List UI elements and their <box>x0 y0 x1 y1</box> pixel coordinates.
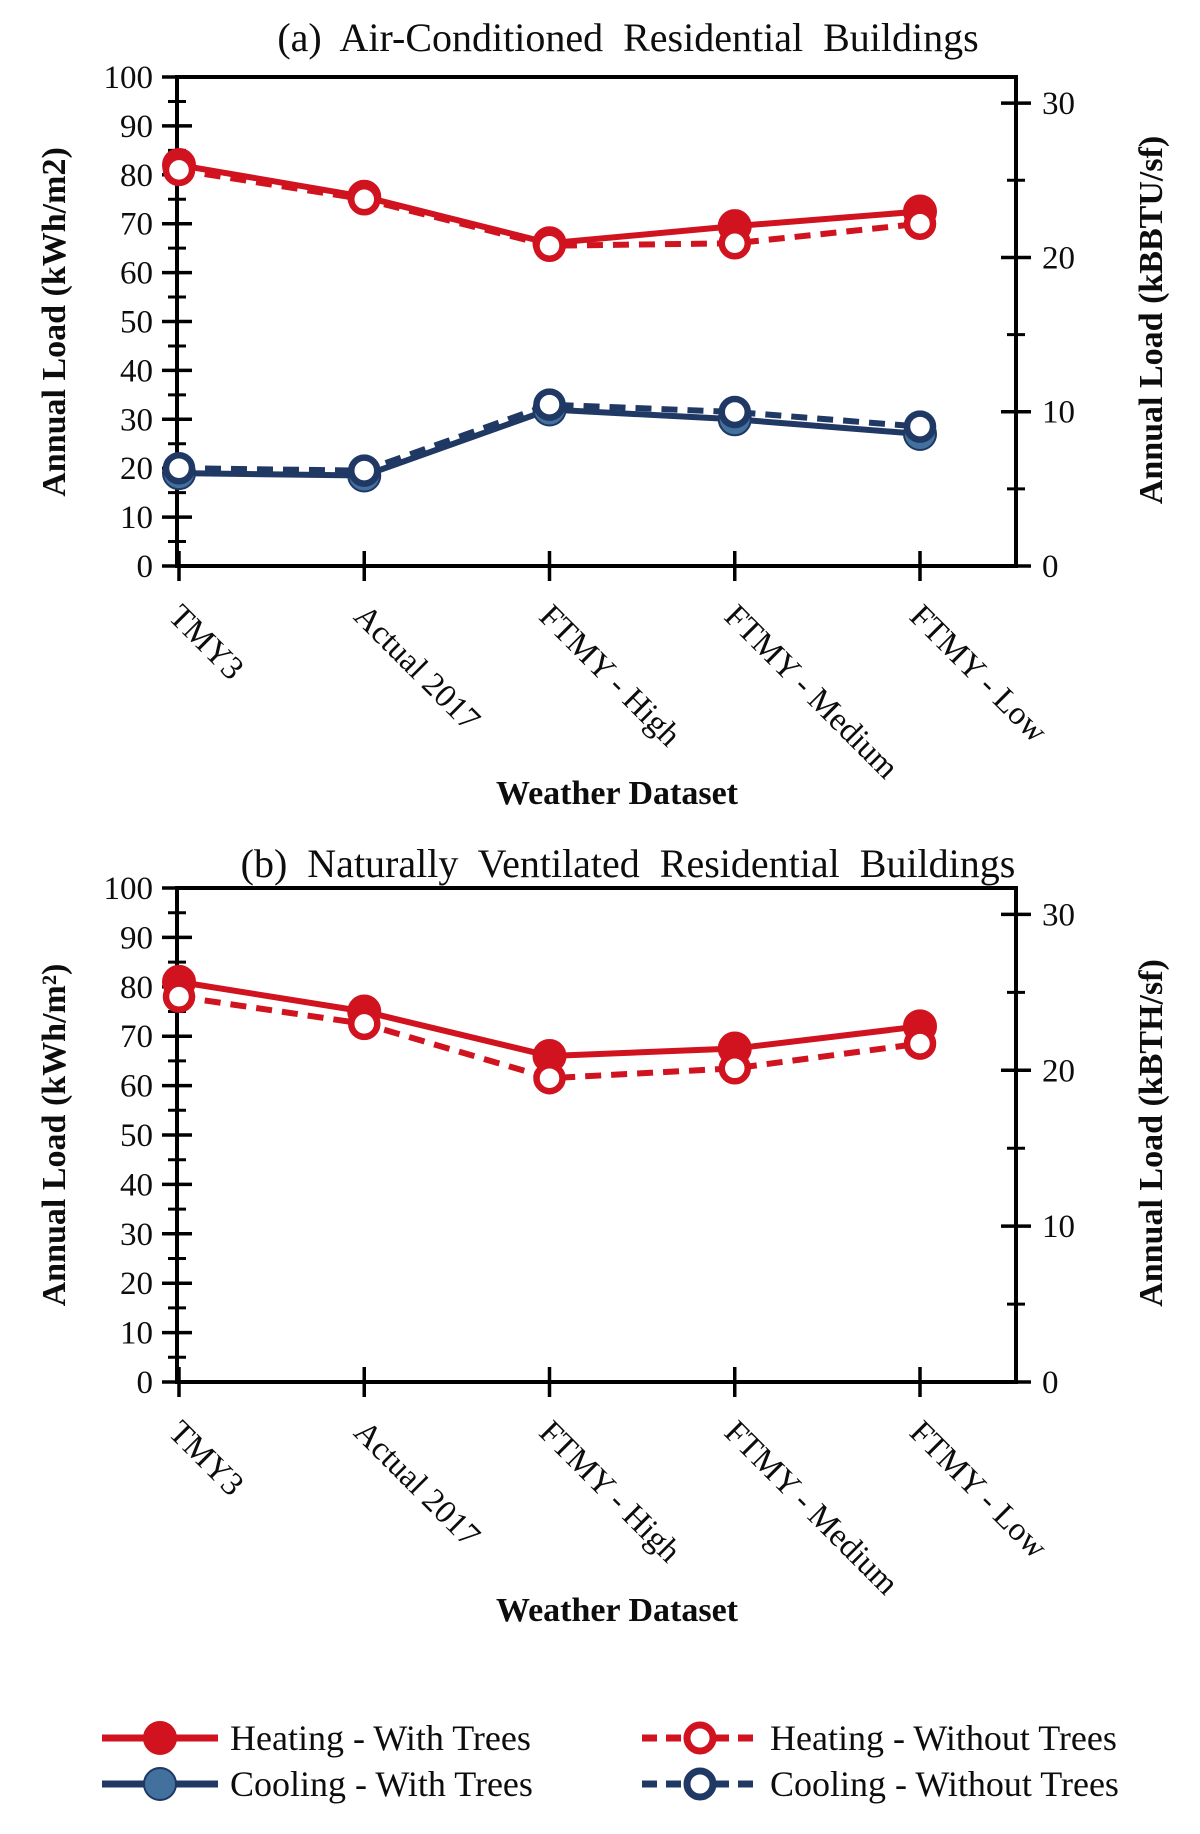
svg-text:70: 70 <box>120 206 153 243</box>
data-point <box>166 984 192 1010</box>
chart-a-right-axis-title: Annual Load (kBBTU/sf) <box>1133 135 1170 505</box>
svg-text:10: 10 <box>120 1315 153 1352</box>
data-point <box>351 1011 377 1037</box>
data-point <box>722 399 748 425</box>
data-point <box>907 211 933 237</box>
data-point <box>166 455 192 481</box>
chart-a-left-axis-title: Annual Load (kWh/m2) <box>36 147 73 497</box>
svg-text:10: 10 <box>120 500 153 537</box>
series-cooling-without-trees <box>166 392 933 484</box>
data-point <box>722 230 748 256</box>
svg-text:30: 30 <box>120 402 153 439</box>
chart-b-left-axis-title: Annual Load (kWh/m²) <box>36 963 73 1307</box>
legend-label: Cooling - Without Trees <box>770 1764 1119 1804</box>
data-point <box>351 186 377 212</box>
chart-a-x-axis-title: Weather Dataset <box>495 775 739 812</box>
svg-text:90: 90 <box>120 920 153 957</box>
data-point <box>907 414 933 440</box>
legend-label: Heating - Without Trees <box>770 1718 1117 1758</box>
svg-text:20: 20 <box>120 451 153 488</box>
svg-text:40: 40 <box>120 353 153 390</box>
svg-text:50: 50 <box>120 1118 153 1154</box>
right-axis-ticks <box>1001 897 1075 1401</box>
x-tick-label: TMY3 <box>161 1414 251 1504</box>
chart-b-title: (b) Naturally Ventilated Residential Buildings <box>240 841 1016 886</box>
svg-text:0: 0 <box>136 1365 153 1401</box>
x-tick-label: FTMY - Low <box>902 1414 1054 1566</box>
data-point <box>722 1055 748 1081</box>
x-tick-label: FTMY - High <box>531 1414 688 1570</box>
svg-text:30: 30 <box>120 1216 153 1253</box>
x-axis-ticks-and-labels <box>161 1367 1054 1602</box>
plot-frame <box>177 888 1016 1382</box>
svg-text:80: 80 <box>120 157 153 194</box>
legend-label: Heating - With Trees <box>230 1718 531 1758</box>
svg-text:20: 20 <box>1042 1053 1075 1090</box>
svg-text:10: 10 <box>1042 394 1075 431</box>
chart-b-x-axis-title: Weather Dataset <box>495 1592 739 1629</box>
chart-b-right-axis-title: Annual Load (kBTH/sf) <box>1133 959 1170 1307</box>
data-point <box>537 1065 563 1091</box>
x-tick-label: Actual 2017 <box>346 1414 487 1555</box>
series-heating-without-trees <box>166 157 933 259</box>
right-axis-ticks <box>1001 86 1075 585</box>
x-tick-label: FTMY - Low <box>902 598 1054 750</box>
svg-text:70: 70 <box>120 1019 153 1056</box>
plot-frame <box>177 77 1016 566</box>
svg-text:30: 30 <box>1042 86 1075 123</box>
svg-text:20: 20 <box>120 1266 153 1303</box>
data-point <box>166 157 192 183</box>
svg-text:20: 20 <box>1042 240 1075 277</box>
svg-text:40: 40 <box>120 1167 153 1204</box>
svg-text:60: 60 <box>120 255 153 292</box>
svg-text:50: 50 <box>120 304 153 341</box>
panel-b <box>104 871 1076 1602</box>
panel-a <box>104 60 1076 786</box>
data-point <box>537 233 563 259</box>
x-tick-label: Actual 2017 <box>346 598 487 739</box>
svg-text:100: 100 <box>103 871 153 907</box>
data-point <box>351 458 377 484</box>
svg-text:30: 30 <box>1042 897 1075 934</box>
legend-label: Cooling - With Trees <box>230 1764 533 1804</box>
svg-text:80: 80 <box>120 969 153 1006</box>
svg-text:0: 0 <box>1042 1365 1059 1401</box>
svg-text:90: 90 <box>120 108 153 145</box>
data-point <box>537 392 563 418</box>
x-tick-label: FTMY - High <box>531 598 688 754</box>
svg-text:100: 100 <box>103 60 153 96</box>
x-tick-label: TMY3 <box>161 598 251 688</box>
svg-text:10: 10 <box>1042 1209 1075 1246</box>
x-axis-ticks-and-labels <box>161 551 1054 786</box>
x-tick-label: FTMY - Medium <box>717 598 906 787</box>
svg-text:60: 60 <box>120 1068 153 1105</box>
chart-a-title: (a) Air-Conditioned Residential Buildings <box>277 15 979 60</box>
svg-text:0: 0 <box>136 549 153 585</box>
x-tick-label: FTMY - Medium <box>717 1414 906 1603</box>
data-point <box>907 1031 933 1057</box>
svg-text:0: 0 <box>1042 549 1059 585</box>
